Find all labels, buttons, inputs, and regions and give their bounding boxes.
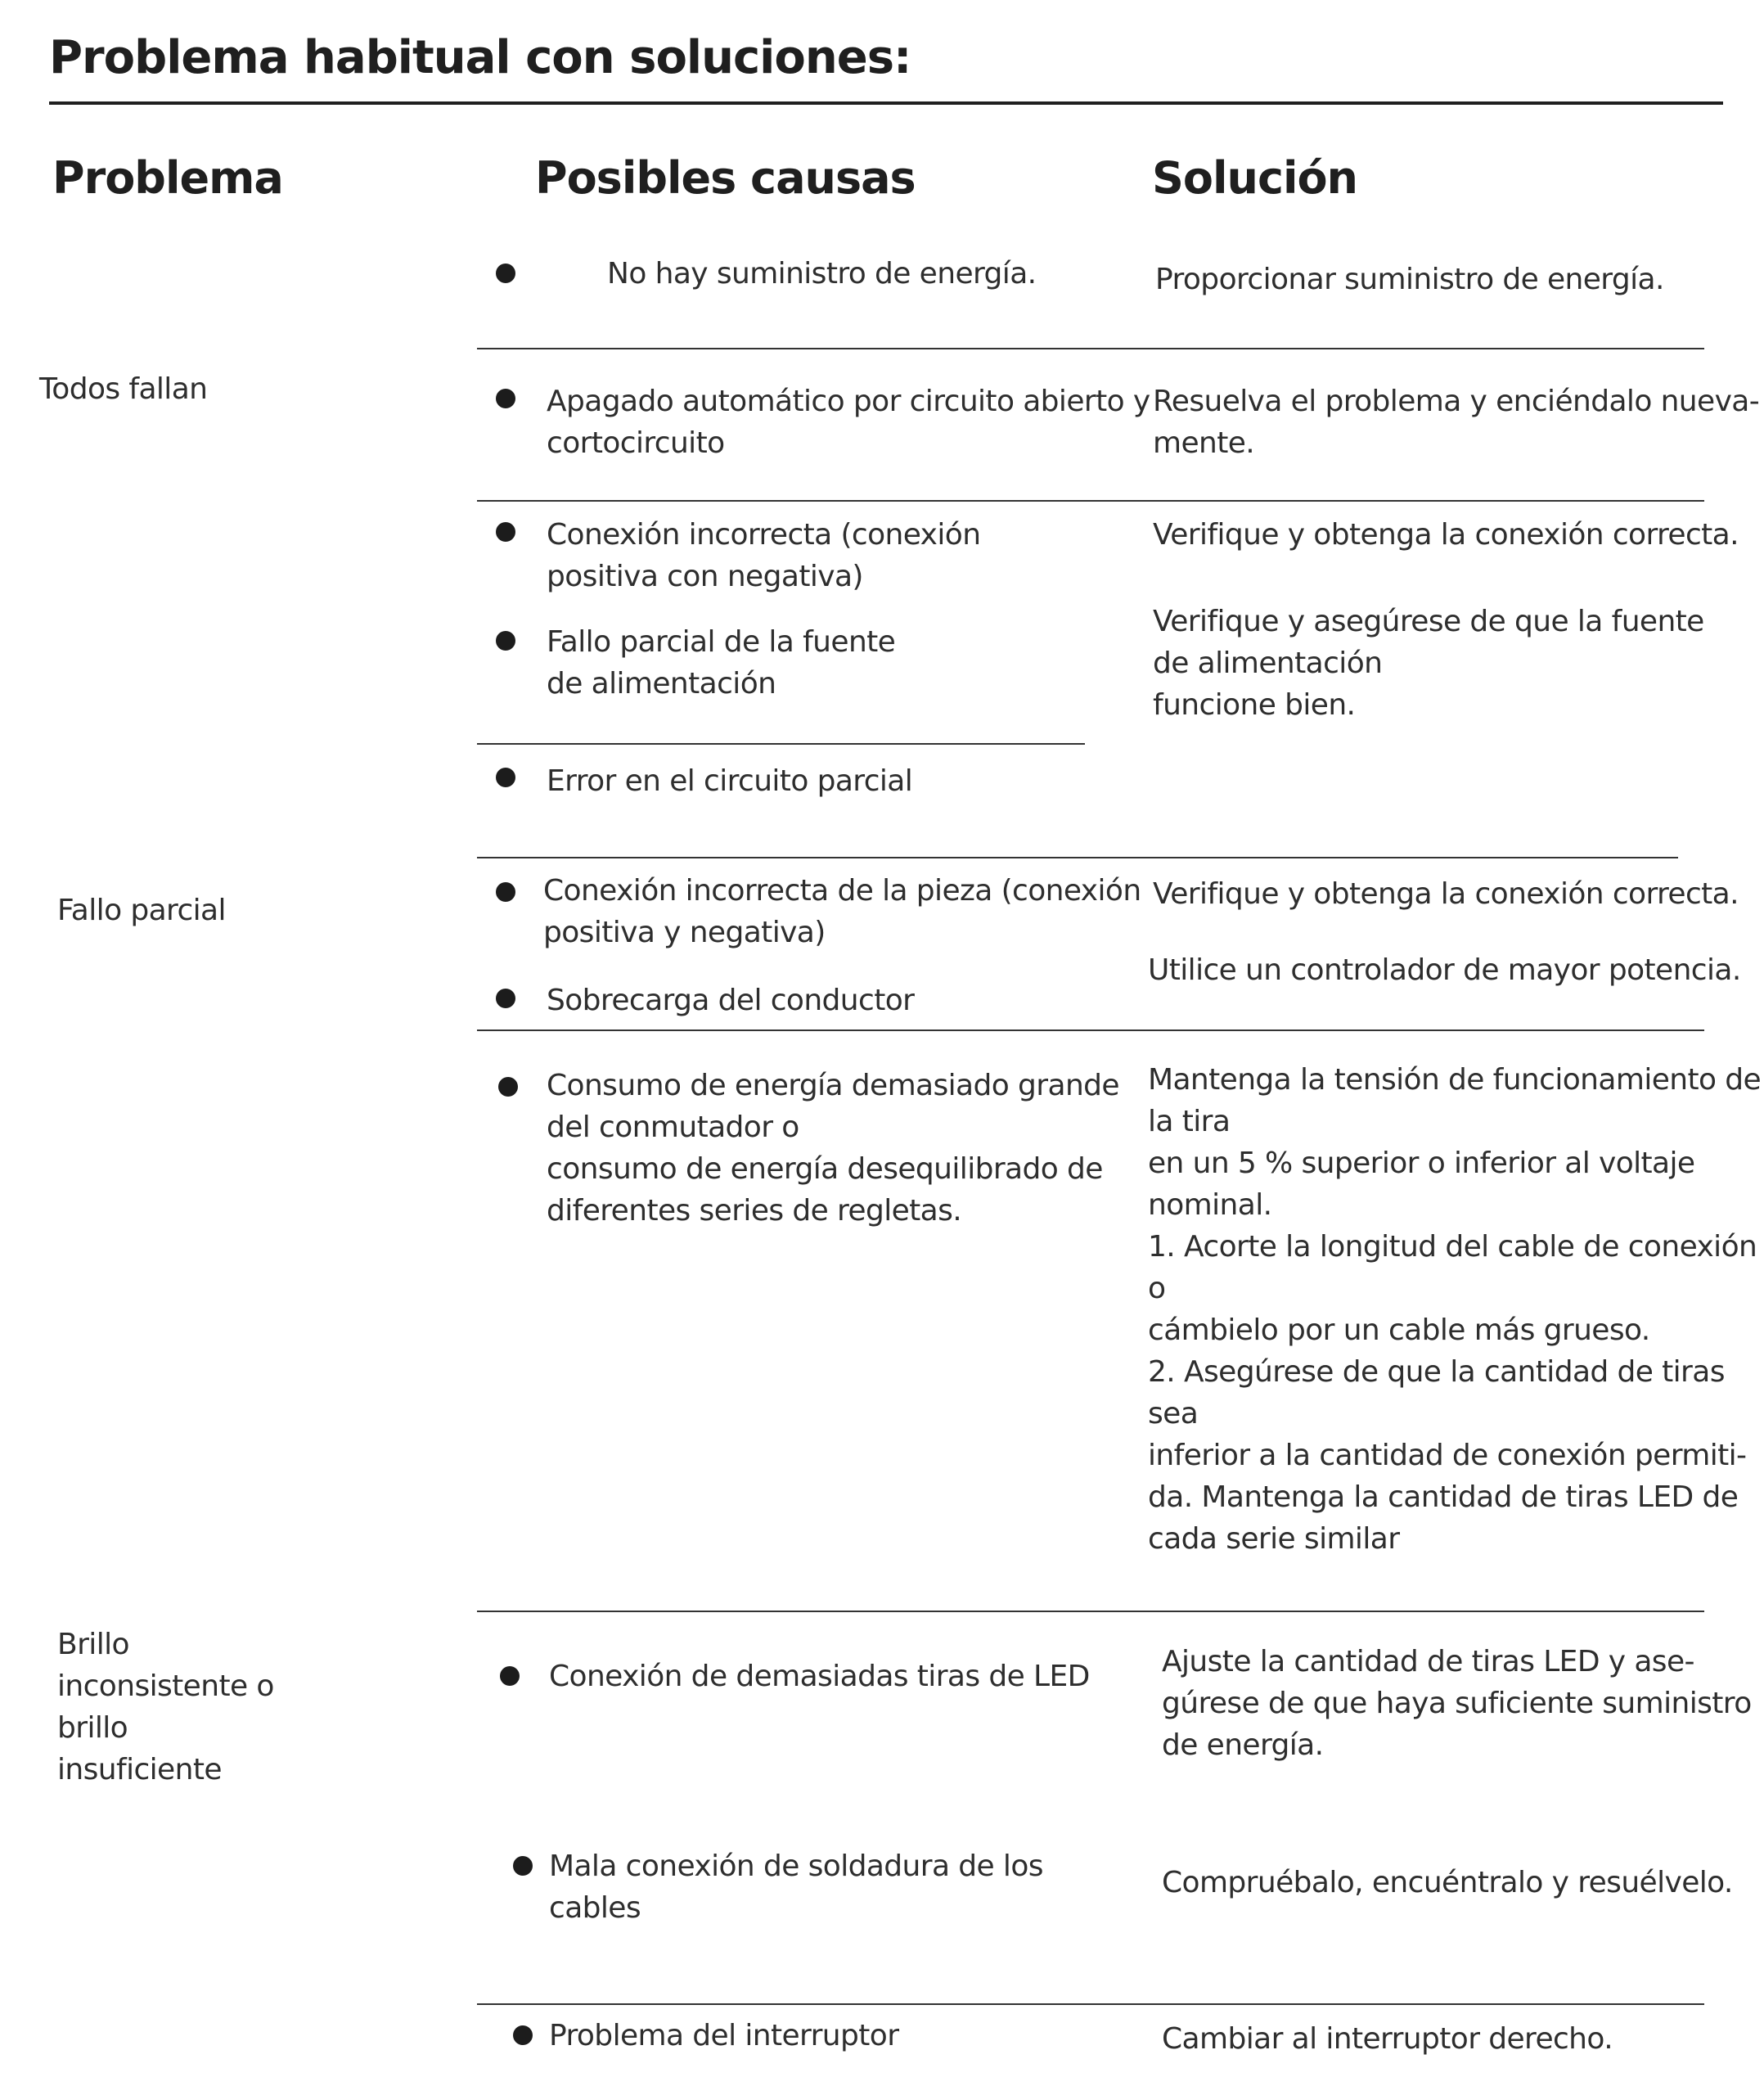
- row-divider: [477, 1611, 1704, 1612]
- bullet-icon: [496, 989, 515, 1008]
- cause-item: Consumo de energía demasiado grande del conmutador o consumo de energía desequilibrado de diferentes series de regletas.: [547, 1069, 1119, 1228]
- solution-item: Verifique y obtenga la conexión correcta.: [1153, 877, 1739, 911]
- solution-item: Resuelva el problema y enciéndalo nueva- mente.: [1153, 385, 1760, 460]
- header-solution: Solución: [1152, 152, 1358, 204]
- bullet-icon: [496, 631, 515, 651]
- cause-item: Sobrecarga del conductor: [547, 984, 915, 1017]
- cause-item: No hay suministro de energía.: [607, 257, 1037, 291]
- solution-item: Utilice un controlador de mayor potencia.: [1148, 953, 1741, 987]
- row-divider: [477, 1029, 1704, 1031]
- page-title: Problema habitual con soluciones:: [49, 31, 911, 84]
- bullet-icon: [496, 264, 515, 283]
- cause-item: Apagado automático por circuito abierto y cortocircuito: [547, 385, 1150, 460]
- solution-item: Ajuste la cantidad de tiras LED y ase- gúrese de que haya suficiente suministro de energía.: [1162, 1645, 1752, 1762]
- solution-item: Cambiar al interruptor derecho.: [1162, 2022, 1613, 2056]
- bullet-icon: [496, 882, 515, 902]
- solution-item: Compruébalo, encuéntralo y resuélvelo.: [1162, 1866, 1733, 1899]
- cause-item: Conexión incorrecta (conexión positiva con negativa): [547, 518, 981, 593]
- bullet-icon: [496, 522, 515, 542]
- solution-item: Proporcionar suministro de energía.: [1155, 263, 1664, 296]
- cause-item: Fallo parcial de la fuente de alimentación: [547, 625, 896, 701]
- bullet-icon: [500, 1666, 520, 1686]
- cause-item: Problema del interruptor: [549, 2019, 899, 2052]
- cause-item: Conexión de demasiadas tiras de LED: [549, 1660, 1090, 1693]
- solution-item: Mantenga la tensión de funcionamiento de la tira en un 5 % superior o inferior al voltaje nominal. 1. Acorte la longitud del cable de conexión o cámbielo por un cable más grueso. 2. Asegúrese de que la cantidad de tiras sea inferior a la cantidad de conexión permiti- da. Mantenga la cantidad de tiras LED de cada serie similar: [1148, 1063, 1762, 1556]
- row-divider: [477, 743, 1085, 745]
- problem-label: Brillo inconsistente o brillo insuficiente: [57, 1628, 274, 1786]
- cause-item: Mala conexión de soldadura de los cables: [549, 1849, 1043, 1925]
- bullet-icon: [498, 1077, 518, 1097]
- row-divider: [477, 2003, 1704, 2005]
- solution-item: Verifique y asegúrese de que la fuente de alimentación funcione bien.: [1153, 605, 1704, 722]
- row-divider: [477, 348, 1704, 349]
- row-divider: [477, 857, 1678, 858]
- header-causes: Posibles causas: [535, 152, 916, 204]
- problem-label: Todos fallan: [39, 372, 208, 406]
- bullet-icon: [496, 768, 515, 787]
- bullet-icon: [496, 389, 515, 408]
- problem-label: Fallo parcial: [57, 894, 226, 927]
- header-problem: Problema: [52, 152, 283, 204]
- title-divider: [49, 101, 1723, 105]
- row-divider: [477, 500, 1704, 502]
- cause-item: Conexión incorrecta de la pieza (conexión positiva y negativa): [543, 874, 1141, 949]
- cause-item: Error en el circuito parcial: [547, 764, 913, 798]
- bullet-icon: [513, 2025, 533, 2045]
- solution-item: Verifique y obtenga la conexión correcta.: [1153, 518, 1739, 552]
- bullet-icon: [513, 1856, 533, 1876]
